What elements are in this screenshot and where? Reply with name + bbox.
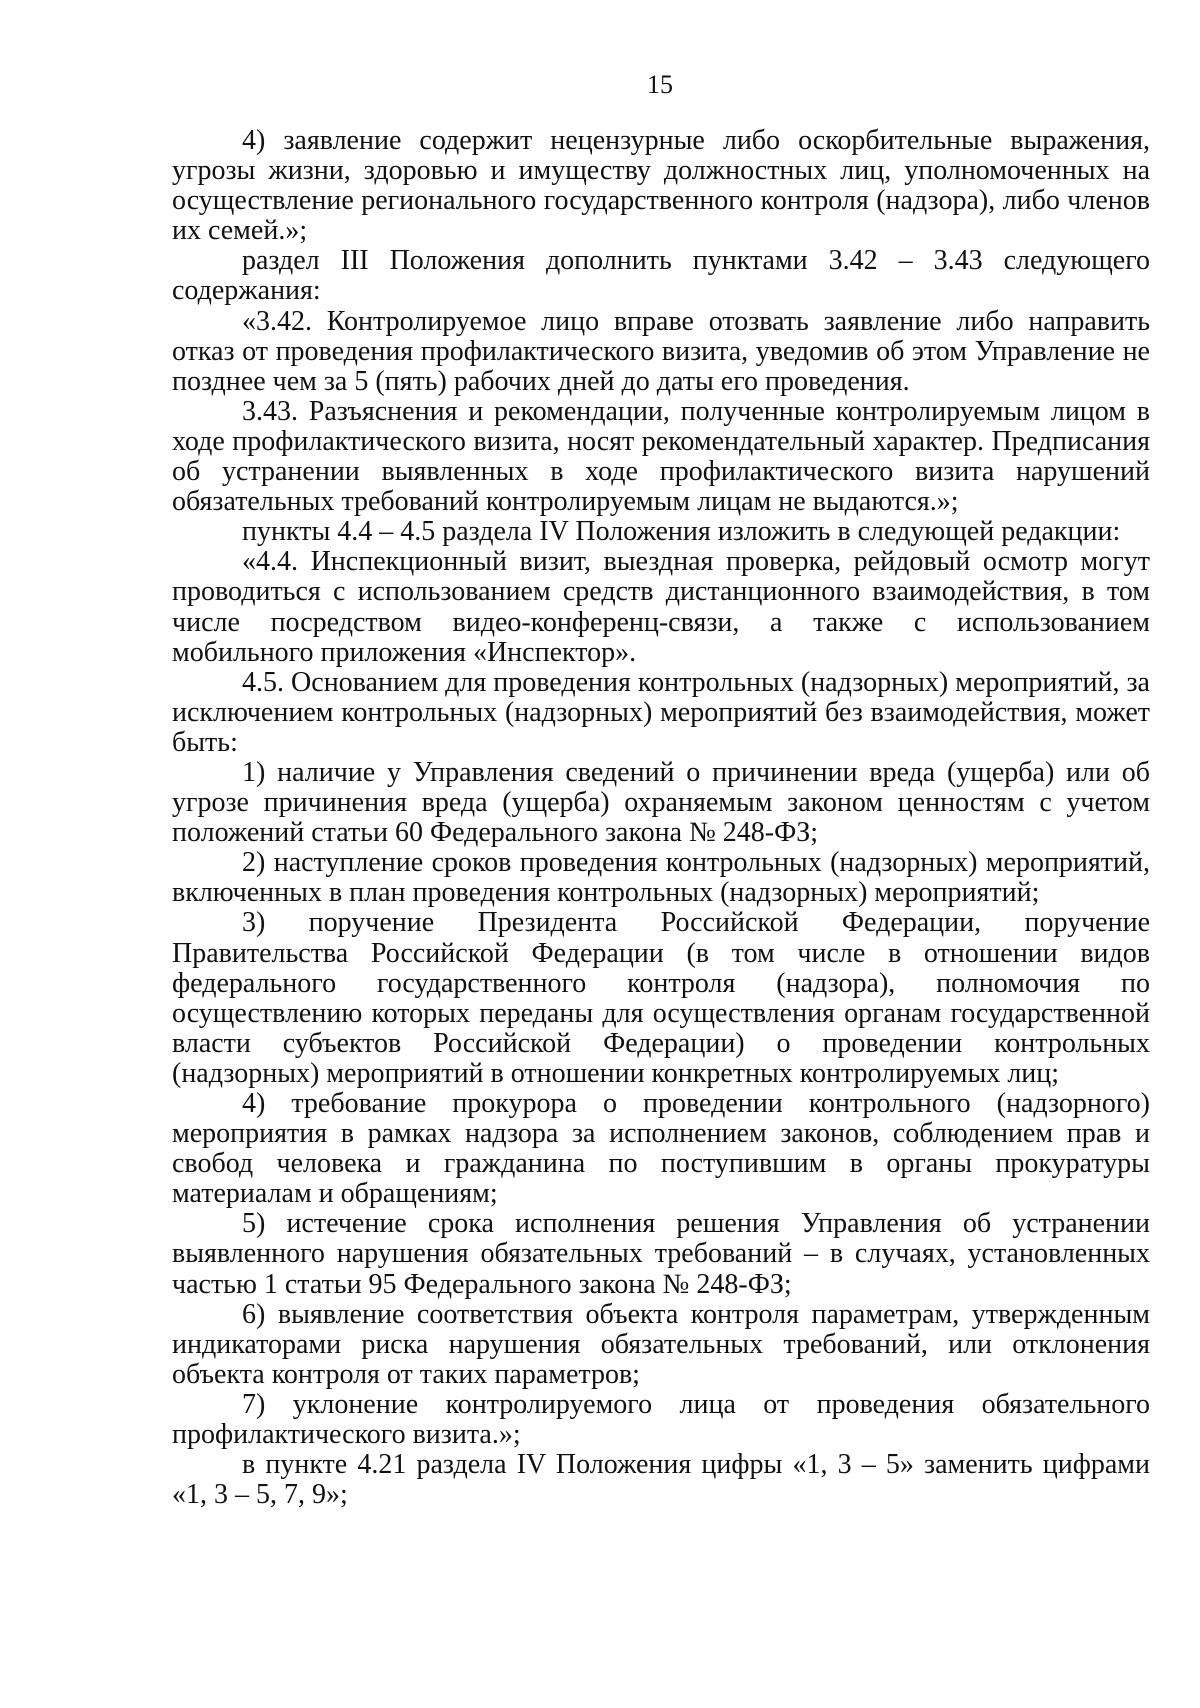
paragraph-ground-5: 5) истечение срока исполнения решения Управления об устранении выявленного нарушения обязательных требований – в случаях, установленных частью 1 статьи 95 Федерального закона № 248-ФЗ; (172, 1208, 1150, 1300)
paragraph-ground-6: 6) выявление соответствия объекта контроля параметрам, утвержденным индикаторами риска нарушения обязательных требований, или отклонения объекта контроля от таких параметров; (172, 1298, 1150, 1390)
paragraph-clause-3-42: «3.42. Контролируемое лицо вправе отозвать заявление либо направить отказ от проведения профилактического визита, уведомив об этом Управление не позднее чем за 5 (пять) рабочих дней до даты его проведения. (172, 305, 1150, 397)
paragraph-ground-7: 7) уклонение контролируемого лица от проведения обязательного профилактического визита.»; (172, 1388, 1150, 1451)
paragraph-section-3-amendment: раздел III Положения дополнить пунктами 3.42 – 3.43 следующего содержания: (172, 245, 1150, 307)
paragraph-item-4-abuse: 4) заявление содержит нецензурные либо оскорбительные выражения, угрозы жизни, здоровью и имуществу должностных лиц, уполномоченных на осуществление регионального государственного контроля (надзора), либо членов их семей.»; (172, 125, 1150, 247)
paragraph-clause-4-21-amendment: в пункте 4.21 раздела IV Положения цифры «1, 3 – 5» заменить цифрами «1, 3 – 5, 7, 9»; (172, 1449, 1150, 1511)
paragraph-ground-4: 4) требование прокурора о проведении контрольного (надзорного) мероприятия в рамках надзора за исполнением законов, соблюдением прав и свобод человека и гражданина по поступившим в органы прокуратуры материалам и обращениям; (172, 1088, 1150, 1210)
document-body (172, 126, 1150, 1510)
paragraph-clause-3-43: 3.43. Разъяснения и рекомендации, полученные контролируемым лицом в ходе профилактического визита, носят рекомендательный характер. Предписания об устранении выявленных в ходе профилактического визита нарушений обязательных требований контролируемым лицам не выдаются.»; (172, 395, 1150, 518)
page-number: 15 (647, 70, 673, 99)
paragraph-section-4-amendment: пункты 4.4 – 4.5 раздела IV Положения изложить в следующей редакции: (242, 516, 1121, 548)
paragraph-ground-2: 2) наступление сроков проведения контрольных (надзорных) мероприятий, включенных в план проведения контрольных (надзорных) мероприятий; (172, 847, 1150, 909)
paragraph-ground-3: 3) поручение Президента Российской Федерации, поручение Правительства Российской Федерации (в том числе в отношении видов федерального государственного контроля (надзора), полномочия по осуществлению которых переданы для осуществления органам государственной власти субъектов Российской Федерации) о проведении контрольных (надзорных) мероприятий в отношении конкретных контролируемых лиц; (172, 907, 1150, 1089)
paragraph-ground-1: 1) наличие у Управления сведений о причинении вреда (ущерба) или об угрозе причинения вреда (ущерба) охраняемым законом ценностям с учетом положений статьи 60 Федерального закона № 248-ФЗ; (172, 756, 1150, 849)
paragraph-clause-4-5: 4.5. Основанием для проведения контрольных (надзорных) мероприятий, за исключением контрольных (надзорных) мероприятий без взаимодействия, может быть: (172, 666, 1150, 758)
paragraph-clause-4-4: «4.4. Инспекционный визит, выездная проверка, рейдовый осмотр могут проводиться с использованием средств дистанционного взаимодействия, в том числе посредством видео-конференц-связи, а также с использованием мобильного приложения «Инспектор». (172, 546, 1150, 668)
